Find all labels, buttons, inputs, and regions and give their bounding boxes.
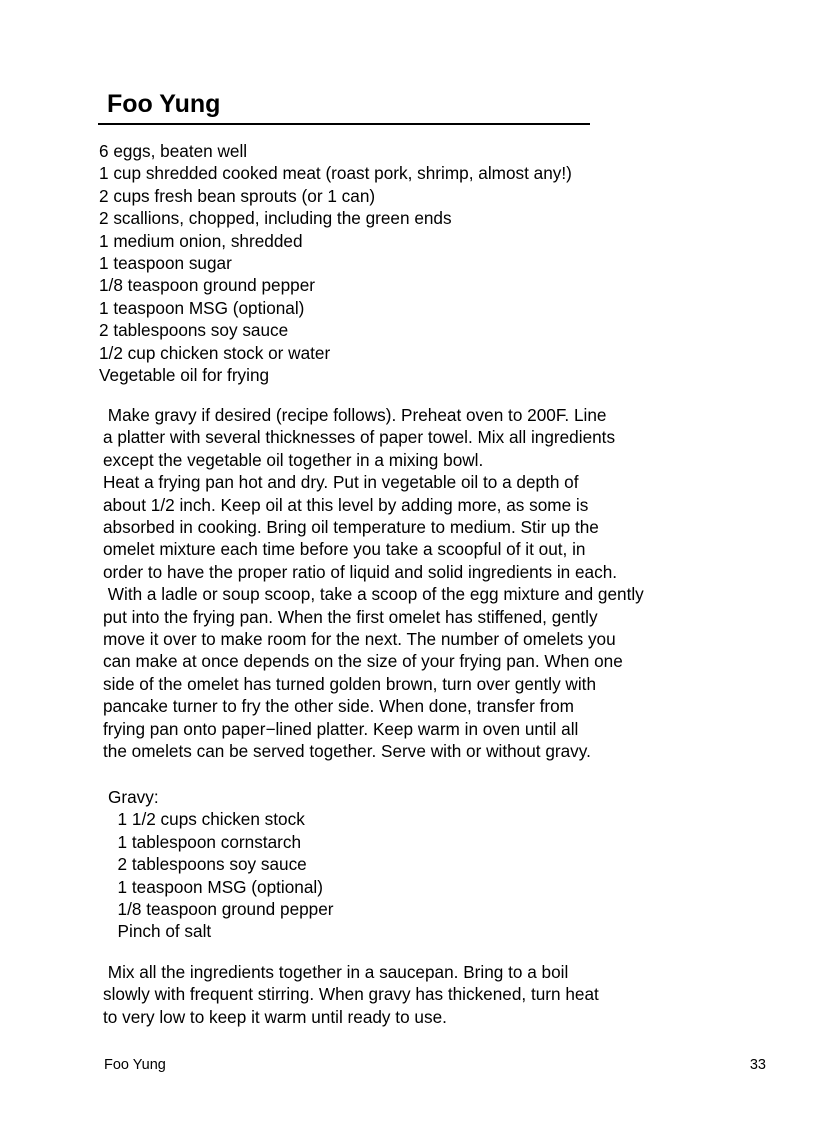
ingredient-item: 1 medium onion, shredded <box>99 230 303 251</box>
method-line: a platter with several thicknesses of paper towel. Mix all ingredients <box>103 427 616 448</box>
ingredient-item: 2 cups fresh bean sprouts (or 1 can) <box>99 185 376 206</box>
gravy-ingredient-item: 1 1/2 cups chicken stock <box>108 809 305 830</box>
gravy-heading: Gravy: <box>108 787 159 807</box>
method-line: pancake turner to fry the other side. When done, transfer from <box>103 696 574 717</box>
method-paragraph <box>103 404 644 763</box>
ingredient-item: 1/2 cup chicken stock or water <box>99 342 331 363</box>
method-line: the omelets can be served together. Serve with or without gravy. <box>103 741 591 762</box>
page-number: 33 <box>749 1057 766 1073</box>
gravy-method-line: slowly with frequent stirring. When gravy has thickened, turn heat <box>103 984 599 1005</box>
method-line: order to have the proper ratio of liquid and solid ingredients in each. <box>103 561 618 582</box>
method-line: can make at once depends on the size of your frying pan. When one <box>103 651 623 672</box>
ingredient-item: 2 tablespoons soy sauce <box>99 320 289 341</box>
gravy-method-line: to very low to keep it warm until ready to use. <box>103 1006 447 1027</box>
title-underline <box>98 123 590 125</box>
gravy-method-paragraph <box>103 961 599 1028</box>
gravy-ingredient-item: 1 tablespoon cornstarch <box>108 831 301 852</box>
ingredient-item: 6 eggs, beaten well <box>99 141 248 161</box>
ingredient-item: 1 teaspoon sugar <box>99 253 232 274</box>
gravy-section <box>108 786 334 943</box>
method-line: put into the frying pan. When the first omelet has stiffened, gently <box>103 606 598 627</box>
method-line: side of the omelet has turned golden brown, turn over gently with <box>103 673 596 694</box>
gravy-ingredient-item: 2 tablespoons soy sauce <box>108 854 307 875</box>
method-line: except the vegetable oil together in a mixing bowl. <box>103 449 484 470</box>
method-line: omelet mixture each time before you take a scoopful of it out, in <box>103 539 586 560</box>
recipe-title: Foo Yung <box>107 90 221 118</box>
method-line: move it over to make room for the next. The number of omelets you <box>103 629 616 650</box>
method-line: absorbed in cooking. Bring oil temperature to medium. Stir up the <box>103 517 599 538</box>
gravy-ingredient-item: 1 teaspoon MSG (optional) <box>108 876 323 897</box>
ingredient-item: 1 cup shredded cooked meat (roast pork, shrimp, almost any!) <box>99 163 572 184</box>
ingredient-item: Vegetable oil for frying <box>99 365 270 386</box>
method-line: With a ladle or soup scoop, take a scoop of the egg mixture and gently <box>103 584 644 605</box>
ingredient-item: 2 scallions, chopped, including the green ends <box>99 208 452 229</box>
gravy-ingredient-item: Pinch of salt <box>108 921 212 942</box>
method-line: frying pan onto paper−lined platter. Keep warm in oven until all <box>103 718 579 739</box>
gravy-method-line: Mix all the ingredients together in a saucepan. Bring to a boil <box>103 962 569 982</box>
method-line: about 1/2 inch. Keep oil at this level by adding more, as some is <box>103 494 589 515</box>
ingredient-item: 1 teaspoon MSG (optional) <box>99 297 305 318</box>
ingredient-list <box>99 140 572 386</box>
gravy-ingredient-item: 1/8 teaspoon ground pepper <box>108 899 334 920</box>
method-line: Heat a frying pan hot and dry. Put in vegetable oil to a depth of <box>103 472 579 493</box>
ingredient-item: 1/8 teaspoon ground pepper <box>99 275 315 296</box>
footer-running-title: Foo Yung <box>104 1057 166 1073</box>
method-line: Make gravy if desired (recipe follows). Preheat oven to 200F. Line <box>103 405 607 425</box>
